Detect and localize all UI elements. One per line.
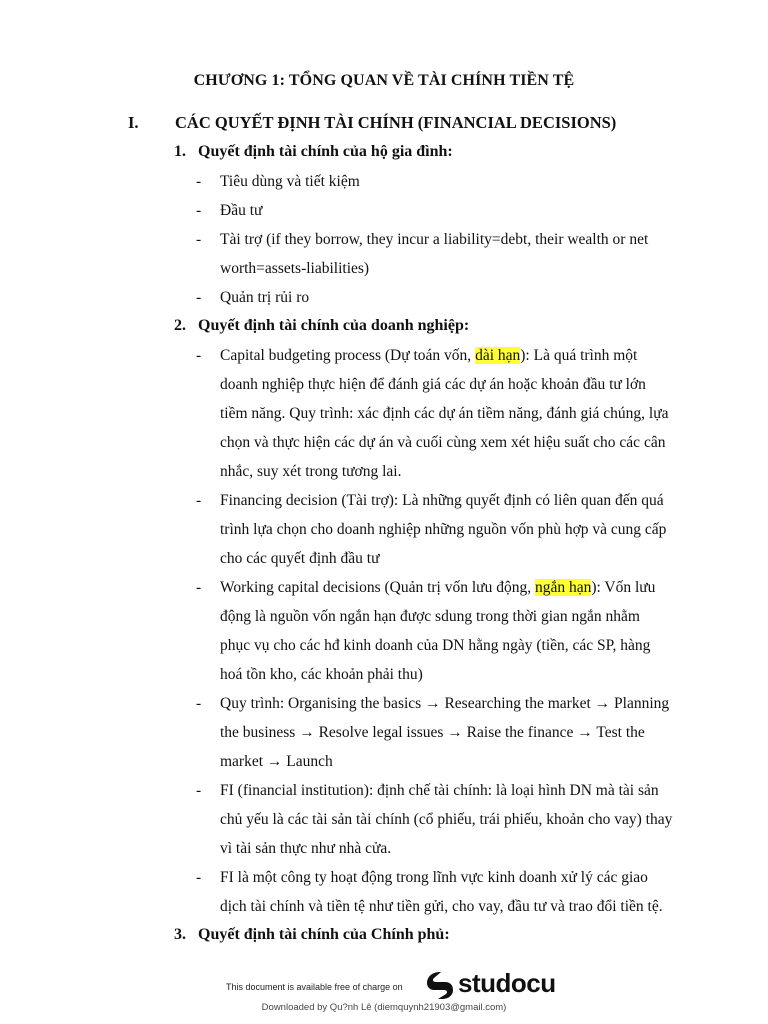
list-item-line: nhắc, suy xét trong tương lai.	[220, 463, 402, 480]
studocu-logo-text[interactable]: studocu	[458, 968, 556, 998]
list-item-line: doanh nghiệp thực hiện để đánh giá các dự án hoặc khoản đầu tư lớn	[220, 376, 646, 393]
subheading-title: Quyết định tài chính của doanh nghiệp:	[198, 317, 470, 334]
list-item-line: động là nguồn vốn ngắn hạn được sdung trong thời gian ngắn nhằm	[220, 608, 640, 625]
list-item-line: phục vụ cho các hđ kinh doanh của DN hằng ngày (tiền, các SP, hàng	[220, 637, 651, 654]
list-item-line: chủ yếu là các tài sản tài chính (cổ phiếu, trái phiếu, khoản cho vay) thay	[220, 811, 673, 828]
subheading-enterprise	[174, 317, 469, 335]
section-number: I.	[128, 113, 139, 132]
list-item-line: the business → Resolve legal issues → Raise the finance → Test the	[220, 724, 645, 741]
list-item-line: vì tài sản thực như nhà cửa.	[220, 840, 392, 857]
list-item-line: Working capital decisions (Quản trị vốn lưu động, ngắn hạn): Vốn lưu	[220, 579, 656, 596]
subheading-title: Quyết định tài chính của Chính phủ:	[198, 926, 450, 943]
bullet-dash: -	[196, 579, 202, 596]
list-item-line: Tài trợ (if they borrow, they incur a liability=debt, their wealth or net	[220, 231, 649, 248]
list-item-line: chọn và thực hiện các dự án và cuối cùng xem xét hiệu suất cho các cân	[220, 434, 666, 451]
bullet-dash: -	[196, 347, 202, 364]
list-item-line: hoá tồn kho, các khoản phải thu)	[220, 666, 423, 683]
studocu-logo-icon[interactable]	[424, 969, 456, 1001]
list-item-line: cho các quyết định đầu tư	[220, 550, 380, 567]
subheading-title: Quyết định tài chính của hộ gia đình:	[198, 143, 453, 160]
list-item-line: Quy trình: Organising the basics → Researching the market → Planning	[220, 695, 670, 712]
subheading-government	[174, 926, 450, 944]
subheading-number: 3.	[174, 926, 186, 943]
highlight-short-term: ngắn hạn	[534, 579, 592, 596]
list-item-line: market → Launch	[220, 753, 333, 770]
list-item-text: Quản trị rủi ro	[220, 289, 310, 306]
subheading-household	[174, 143, 453, 161]
bullet-dash: -	[196, 289, 202, 306]
list-item-text: Tiêu dùng và tiết kiệm	[220, 173, 360, 190]
subheading-number: 2.	[174, 317, 186, 334]
list-item-line: Capital budgeting process (Dự toán vốn, dài hạn): Là quá trình một	[220, 347, 638, 364]
list-item-text: Đầu tư	[220, 202, 263, 219]
subheading-number: 1.	[174, 143, 186, 160]
footer-available-text: This document is available free of charge on	[226, 982, 403, 992]
list-item-line: tiềm năng. Quy trình: xác định các dự án tiềm năng, đánh giá chúng, lựa	[220, 405, 669, 422]
list-item-line: FI là một công ty hoạt động trong lĩnh vực kinh doanh xử lý các giao	[220, 869, 648, 886]
footer-downloaded-text: Downloaded by Qu?nh Lê (diemquynh21903@gmail.com)	[261, 1002, 507, 1013]
bullet-dash: -	[196, 202, 202, 219]
section-title: CÁC QUYẾT ĐỊNH TÀI CHÍNH (FINANCIAL DECISIONS)	[175, 113, 617, 132]
bullet-dash: -	[196, 173, 202, 190]
list-item-line: Financing decision (Tài trợ): Là những quyết định có liên quan đến quá	[220, 492, 664, 509]
bullet-dash: -	[196, 492, 202, 509]
section-heading	[128, 113, 616, 133]
bullet-dash: -	[196, 231, 202, 248]
bullet-dash: -	[196, 869, 202, 886]
highlight-long-term: dài hạn	[475, 347, 521, 364]
list-item-line: worth=assets-liabilities)	[220, 260, 370, 277]
bullet-dash: -	[196, 695, 202, 712]
bullet-dash: -	[196, 782, 202, 799]
page-title: CHƯƠNG 1: TỔNG QUAN VỀ TÀI CHÍNH TIỀN TỆ	[193, 72, 575, 89]
list-item-line: FI (financial institution): định chế tài chính: là loại hình DN mà tài sản	[220, 782, 659, 799]
list-item-line: trình lựa chọn cho doanh nghiệp những nguồn vốn phù hợp và cung cấp	[220, 521, 667, 538]
list-item-line: dịch tài chính và tiền tệ như tiền gửi, cho vay, đầu tư và trao đổi tiền tệ.	[220, 898, 663, 915]
